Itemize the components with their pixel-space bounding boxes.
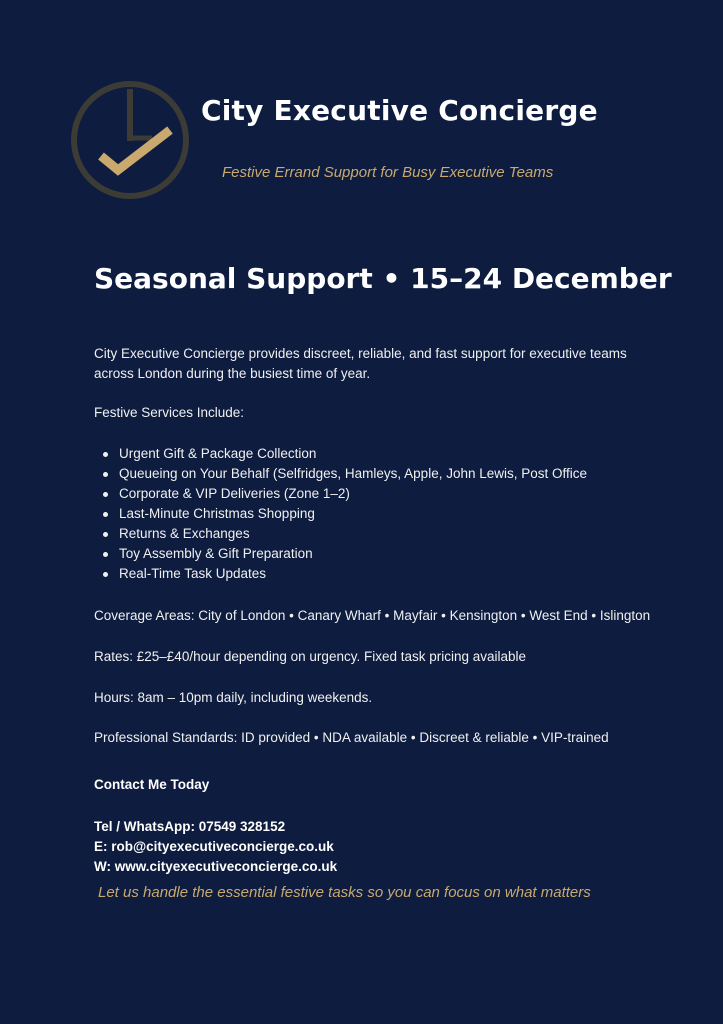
closing-line: Let us handle the essential festive tasks so you can focus on what matters — [98, 884, 591, 901]
list-item: Last-Minute Christmas Shopping — [94, 504, 587, 524]
list-item: Corporate & VIP Deliveries (Zone 1–2) — [94, 484, 587, 504]
professional-standards: Professional Standards: ID provided • NDA available • Discreet & reliable • VIP-trained — [94, 730, 609, 745]
phone-line[interactable]: Tel / WhatsApp: 07549 328152 — [94, 819, 286, 834]
website-link[interactable]: W: www.cityexecutiveconcierge.co.uk — [94, 859, 338, 874]
intro-paragraph: City Executive Concierge provides discreet, reliable, and fast support for executive teams across London during the busiest time of year. — [94, 346, 627, 381]
list-item: Urgent Gift & Package Collection — [94, 444, 587, 464]
tagline: Festive Errand Support for Busy Executive Teams — [222, 164, 554, 181]
rates-text: Rates: £25–£40/hour depending on urgency. Fixed task pricing available — [94, 649, 527, 664]
list-item: Queueing on Your Behalf (Selfridges, Hamleys, Apple, John Lewis, Post Office — [94, 464, 587, 484]
email-link[interactable]: E: rob@cityexecutiveconcierge.co.uk — [94, 839, 334, 854]
hours-text: Hours: 8am – 10pm daily, including weekends. — [94, 690, 373, 705]
services-list — [94, 444, 587, 584]
clock-check-icon — [68, 78, 192, 202]
contact-details — [94, 817, 337, 877]
coverage-areas: Coverage Areas: City of London • Canary Wharf • Mayfair • Kensington • West End • Islington — [94, 608, 651, 623]
contact-title: Contact Me Today — [94, 777, 210, 792]
list-item: Real-Time Task Updates — [94, 564, 587, 584]
services-title: Festive Services Include: — [94, 405, 245, 420]
list-item: Toy Assembly & Gift Preparation — [94, 544, 587, 564]
page-title: Seasonal Support • 15–24 December — [94, 262, 672, 295]
list-item: Returns & Exchanges — [94, 524, 587, 544]
company-name: City Executive Concierge — [201, 94, 598, 127]
